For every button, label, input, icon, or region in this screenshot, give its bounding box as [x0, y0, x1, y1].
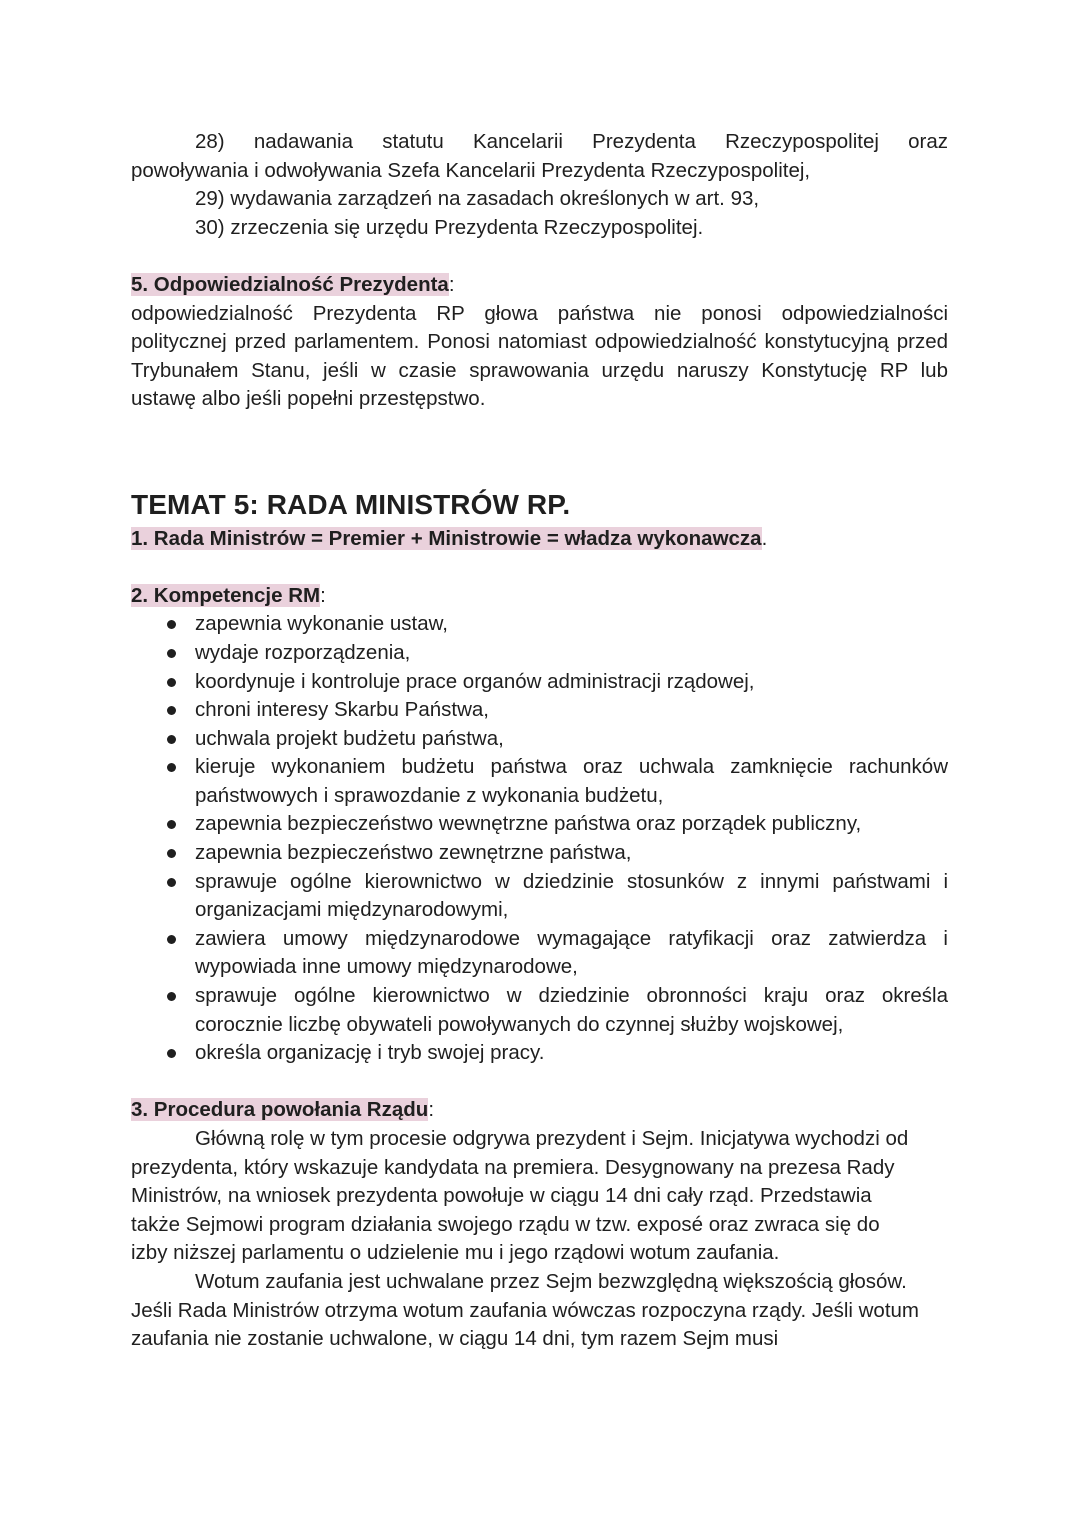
procedure-paragraph-1: Główną rolę w tym procesie odgrywa prezydent i Sejm. Inicjatywa wychodzi od prezydenta, który wskazuje kandydata na premiera. Desygnowany na prezesa Rady Ministrów, na wniosek prezydenta powołuje w ciągu 14 dni cały rząd. Przedstawia także Sejmowi program działania swojego rządu w tzw. exposé oraz zwraca się do izby niższej parlamentu o udzielenie mu i jego rządowi wotum zaufania. [131, 1127, 909, 1265]
bullet-icon [167, 735, 176, 744]
procedure-paragraph-2: Wotum zaufania jest uchwalane przez Sejm bezwzględną większością głosów. Jeśli Rada Ministrów otrzyma wotum zaufania wówczas rozpoczyna rządy. Jeśli wotum zaufania nie zostanie uchwalone, w ciągu 14 dni, tym razem Sejm musi [131, 1269, 920, 1351]
item-28-line-2: powoływania i odwoływania Szefa Kancelarii Prezydenta Rzeczypospolitej, [131, 158, 811, 182]
spacer [131, 242, 948, 271]
list-item [131, 982, 948, 1039]
competences-heading [131, 582, 948, 611]
competences-list [131, 610, 948, 1068]
item-28-line-1: 28) nadawania statutu Kancelarii Prezydenta Rzeczypospolitej oraz [195, 130, 948, 153]
definition-trailing: . [761, 526, 768, 550]
list-item [131, 868, 948, 925]
list-item [131, 810, 948, 839]
procedure-heading-text: 3. Procedura powołania Rządu [131, 1098, 429, 1122]
competence-text: zapewnia wykonanie ustaw, [195, 612, 448, 636]
competence-text: wydaje rozporządzenia, [195, 640, 411, 664]
competences-heading-text: 2. Kompetencje RM [131, 583, 321, 607]
responsibility-colon: : [448, 272, 455, 296]
list-item [131, 753, 948, 810]
list-item [131, 725, 948, 754]
bullet-icon [167, 849, 176, 858]
competence-text: chroni interesy Skarbu Państwa, [195, 698, 489, 722]
bullet-icon [167, 1049, 176, 1058]
list-item [131, 925, 948, 982]
list-item [131, 668, 948, 697]
bullet-icon [167, 620, 176, 629]
procedure-heading [131, 1096, 948, 1125]
responsibility-heading [131, 271, 948, 300]
bullet-icon [167, 649, 176, 658]
competence-text: kieruje wykonaniem budżetu państwa oraz uchwala zamknięcie rachunków państwowych i sprawozdanie z wykonania budżetu, [195, 755, 948, 807]
topic-title: TEMAT 5: RADA MINISTRÓW RP. [131, 488, 571, 520]
list-item [131, 610, 948, 639]
competence-text: określa organizację i tryb swojej pracy. [195, 1041, 545, 1065]
competence-text: uchwala projekt budżetu państwa, [195, 726, 504, 750]
spacer [131, 443, 948, 485]
competence-text: zawiera umowy międzynarodowe wymagające ratyfikacji oraz zatwierdza i wypowiada inne umowy międzynarodowe, [195, 926, 948, 979]
spacer [131, 553, 948, 582]
competences-colon: : [320, 583, 326, 607]
bullet-icon [167, 820, 176, 829]
spacer [131, 414, 948, 443]
competence-text: zapewnia bezpieczeństwo wewnętrzne państwa oraz porządek publiczny, [195, 812, 862, 836]
list-item [131, 839, 948, 868]
list-item-30: 30) zrzeczenia się urzędu Prezydenta Rzeczypospolitej. [195, 215, 704, 239]
list-item-28 [131, 128, 948, 157]
responsibility-text: odpowiedzialność Prezydenta RP głowa państwa nie ponosi odpowiedzialności politycznej przed parlamentem. Ponosi natomiast odpowiedzialność konstytucyjną przed Trybunałem Stanu, jeśli w czasie sprawowania urzędu naruszy Konstytucję RP lub ustawę albo jeśli popełni przestępstwo. [131, 301, 948, 411]
definition-text: 1. Rada Ministrów = Premier + Ministrowie = władza wykonawcza [131, 526, 762, 550]
bullet-icon [167, 878, 176, 887]
definition-line [131, 525, 948, 554]
competence-text: koordynuje i kontroluje prace organów administracji rządowej, [195, 669, 755, 693]
bullet-icon [167, 992, 176, 1001]
bullet-icon [167, 706, 176, 715]
spacer [131, 1068, 948, 1097]
list-item [131, 639, 948, 668]
bullet-icon [167, 935, 176, 944]
competence-text: sprawuje ogólne kierownictwo w dziedzinie obronności kraju oraz określa corocznie liczbę obywateli powoływanych do czynnej służby wojskowej, [195, 984, 948, 1036]
list-item [131, 1039, 948, 1068]
document-page [131, 128, 948, 1354]
competence-text: zapewnia bezpieczeństwo zewnętrzne państwa, [195, 841, 632, 865]
list-item-29: 29) wydawania zarządzeń na zasadach określonych w art. 93, [195, 187, 760, 211]
responsibility-heading-text: 5. Odpowiedzialność Prezydenta [131, 272, 449, 296]
bullet-icon [167, 678, 176, 687]
competence-text: sprawuje ogólne kierownictwo w dziedzinie stosunków z innymi państwami i organizacjami międzynarodowymi, [195, 869, 948, 922]
procedure-colon: : [428, 1098, 435, 1122]
bullet-icon [167, 763, 176, 772]
list-item [131, 696, 948, 725]
